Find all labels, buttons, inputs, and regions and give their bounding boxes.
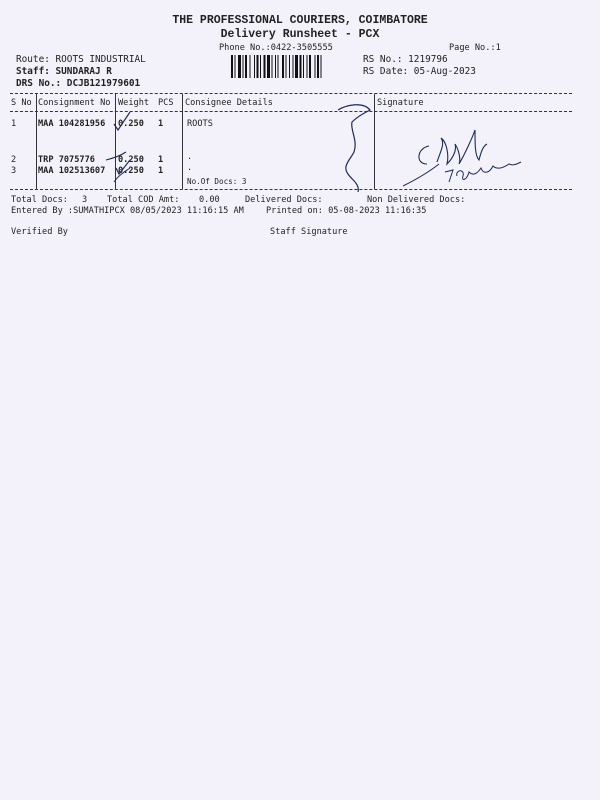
delivered-docs-label: Delivered Docs: [245, 195, 323, 205]
total-docs-value: 3 [82, 195, 88, 205]
col-divider-3 [182, 94, 183, 189]
row-3-consignee: . [187, 163, 193, 173]
col-header-weight: Weight [118, 98, 150, 108]
col-divider-1 [36, 94, 37, 189]
row-2-weight: 0.250 [118, 155, 144, 165]
row-3-consignment: MAA 102513607 [38, 166, 106, 176]
col-header-pcs: PCS [158, 98, 174, 108]
row-3-sno: 3 [11, 166, 17, 176]
page-number: Page No.:1 [449, 43, 501, 53]
tick-marks [100, 108, 140, 188]
row-1-sno: 1 [11, 119, 17, 129]
row-1-consignee: ROOTS [187, 119, 213, 129]
col-header-sno: S No [11, 98, 32, 108]
company-name: THE PROFESSIONAL COURIERS, COIMBATORE [172, 14, 428, 27]
rs-number: RS No.: 1219796 [363, 54, 448, 65]
row-1-consignment: MAA 104281956 [38, 119, 106, 129]
drs-number: DRS No.: DCJB121979601 [16, 78, 141, 89]
barcode-image [231, 55, 355, 78]
total-cod-value: 0.00 [199, 195, 220, 205]
route-label: Route: ROOTS INDUSTRIAL [16, 54, 146, 65]
staff-label: Staff: SUNDARAJ R [16, 66, 112, 77]
row-2-consignee: . [187, 152, 193, 162]
rs-date: RS Date: 05-Aug-2023 [363, 66, 476, 77]
printed-on: Printed on: 05-08-2023 11:16:35 [266, 206, 427, 216]
row-3-weight: 0.250 [118, 166, 144, 176]
row-1-weight: 0.250 [118, 119, 144, 129]
phone-number: Phone No.:0422-3505555 [219, 43, 333, 53]
col-header-signature: Signature [377, 98, 424, 108]
no-of-docs: No.Of Docs: 3 [187, 177, 247, 186]
total-docs-label: Total Docs: [11, 195, 68, 205]
scribble-mark [330, 100, 375, 195]
total-cod-label: Total COD Amt: [107, 195, 180, 205]
row-2-consignment: TRP 7075776 [38, 155, 95, 165]
table-header-divider [10, 111, 572, 112]
row-3-pcs: 1 [158, 166, 164, 176]
consignee-signature [395, 120, 535, 190]
col-header-consignment: Consignment No [38, 98, 111, 108]
table-top-divider [10, 93, 572, 94]
row-2-pcs: 1 [158, 155, 164, 165]
row-2-sno: 2 [11, 155, 17, 165]
non-delivered-docs-label: Non Delivered Docs: [367, 195, 466, 205]
entered-by: Entered By :SUMATHIPCX 08/05/2023 11:16:15 AM [11, 206, 244, 216]
document-title: Delivery Runsheet - PCX [220, 28, 380, 41]
row-1-pcs: 1 [158, 119, 164, 129]
verified-by: Verified By [11, 227, 68, 237]
staff-signature: Staff Signature [270, 227, 348, 237]
col-header-consignee: Consignee Details [185, 98, 273, 108]
